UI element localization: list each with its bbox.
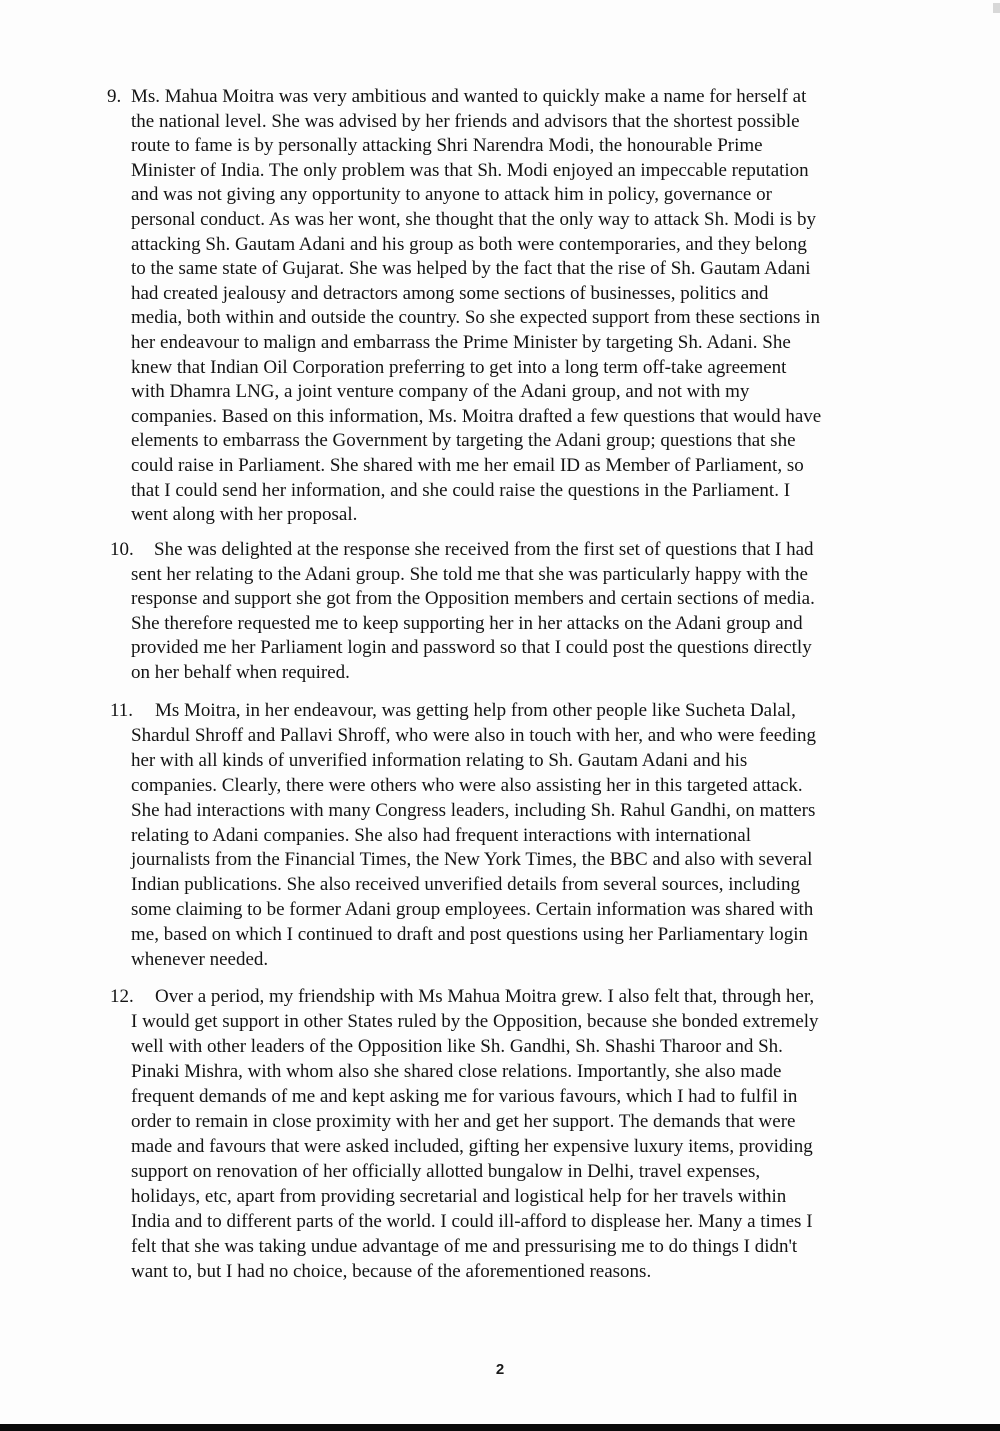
text-line: Over a period, my friendship with Ms Mahua Moitra grew. I also felt that, through her, — [155, 986, 815, 1007]
text-line: relating to Adani companies. She also had frequent interactions with international — [131, 824, 751, 846]
text-line: provided me her Parliament login and password so that I could post the questions directly — [131, 637, 812, 659]
text-line: She had interactions with many Congress leaders, including Sh. Rahul Gandhi, on matters — [131, 799, 816, 821]
text-line: knew that Indian Oil Corporation preferring to get into a long term off-take agreement — [131, 356, 787, 378]
text-line: personal conduct. As was her wont, she thought that the only way to attack Sh. Modi is by — [131, 209, 816, 230]
paragraph-number: 10. — [110, 539, 134, 560]
text-line: that I could send her information, and she could raise the questions in the Parliament. I — [131, 479, 791, 501]
text-line: Indian publications. She also received unverified details from several sources, including — [131, 874, 801, 896]
text-line: on her behalf when required. — [131, 662, 350, 683]
text-line: with Dhamra LNG, a joint venture company of the Adani group, and not with my — [131, 381, 750, 403]
text-line: Ms Moitra, in her endeavour, was getting help from other people like Sucheta Dalal, — [155, 700, 796, 721]
text-line: sent her relating to the Adani group. She told me that she was particularly happy with the — [131, 563, 808, 585]
text-line: want to, but I had no choice, because of the aforementioned reasons. — [131, 1261, 652, 1282]
text-line: whenever needed. — [131, 949, 269, 970]
text-line: Pinaki Mishra, with whom also she shared close relations. Importantly, she also made — [131, 1061, 782, 1082]
text-line: She was delighted at the response she received from the first set of questions that I had — [154, 539, 814, 560]
text-line: and was not giving any opportunity to anyone to attack him in policy, governance or — [131, 184, 772, 206]
text-line: She therefore requested me to keep supporting her in her attacks on the Adani group and — [131, 612, 803, 634]
text-line: India and to different parts of the world. I could ill-afford to displease her. Many a times I — [131, 1211, 813, 1232]
text-line: made and favours that were asked included, gifting her expensive luxury items, providing — [131, 1136, 813, 1157]
text-line: Shardul Shroff and Pallavi Shroff, who were also in touch with her, and who were feeding — [131, 724, 817, 746]
text-line: Minister of India. The only problem was that Sh. Modi enjoyed an impeccable reputation — [131, 159, 809, 181]
text-line: elements to embarrass the Government by targeting the Adani group; questions that she — [131, 430, 796, 452]
paragraph-number: 9. — [107, 86, 122, 107]
text-line: felt that she was taking undue advantage of me and pressurising me to do things I didn't — [131, 1236, 798, 1257]
text-line: attacking Sh. Gautam Adani and his group as both were contemporaries, and they belong — [131, 233, 807, 255]
text-line: the national level. She was advised by her friends and advisors that the shortest possible — [131, 110, 800, 132]
text-line: to the same state of Gujarat. She was helped by the fact that the rise of Sh. Gautam Adani — [131, 258, 811, 280]
paragraph-number: 11. — [110, 700, 134, 721]
text-line: media, both within and outside the country. So she expected support from these sections in — [131, 307, 820, 329]
text-line: well with other leaders of the Opposition like Sh. Gandhi, Sh. Shashi Tharoor and Sh. — [131, 1036, 783, 1057]
text-line: had created jealousy and detractors among some sections of businesses, politics and — [131, 282, 769, 304]
text-line: companies. Clearly, there were others who were also assisting her in this targeted attack. — [131, 774, 803, 796]
scan-artifact — [993, 3, 1000, 13]
text-line: me, based on which I continued to draft and post questions using her Parliamentary login — [131, 924, 808, 946]
text-line: her endeavour to malign and embarrass the Prime Minister by targeting Sh. Adani. She — [131, 332, 791, 353]
text-line: route to fame is by personally attacking Shri Narendra Modi, the honourable Prime — [131, 135, 763, 157]
text-line: order to remain in close proximity with her and get her support. The demands that were — [131, 1111, 796, 1132]
text-line: companies. Based on this information, Ms. Moitra drafted a few questions that would have — [131, 405, 822, 427]
text-line: support on renovation of her officially allotted bungalow in Delhi, travel expenses, — [131, 1161, 761, 1182]
text-line: went along with her proposal. — [131, 504, 358, 526]
text-line: holidays, etc, apart from providing secretarial and logistical help for her travels within — [131, 1186, 787, 1207]
page-number: 2 — [495, 1361, 505, 1378]
text-line: I would get support in other States ruled by the Opposition, because she bonded extremely — [131, 1011, 819, 1032]
text-line: Ms. Mahua Moitra was very ambitious and wanted to quickly make a name for herself at — [131, 86, 807, 107]
paragraph-number: 12. — [110, 986, 134, 1007]
bottom-scan-border — [0, 1424, 1000, 1431]
text-line: journalists from the Financial Times, the New York Times, the BBC and also with several — [131, 849, 813, 871]
text-line: frequent demands of me and kept asking me for various favours, which I had to fulfil in — [131, 1086, 798, 1107]
text-line: response and support she got from the Opposition members and certain sections of media. — [131, 588, 815, 610]
text-line: some claiming to be former Adani group employees. Certain information was shared with — [131, 899, 814, 921]
text-line: her with all kinds of unverified information relating to Sh. Gautam Adani and his — [131, 749, 748, 771]
text-line: could raise in Parliament. She shared with me her email ID as Member of Parliament, so — [131, 455, 804, 476]
